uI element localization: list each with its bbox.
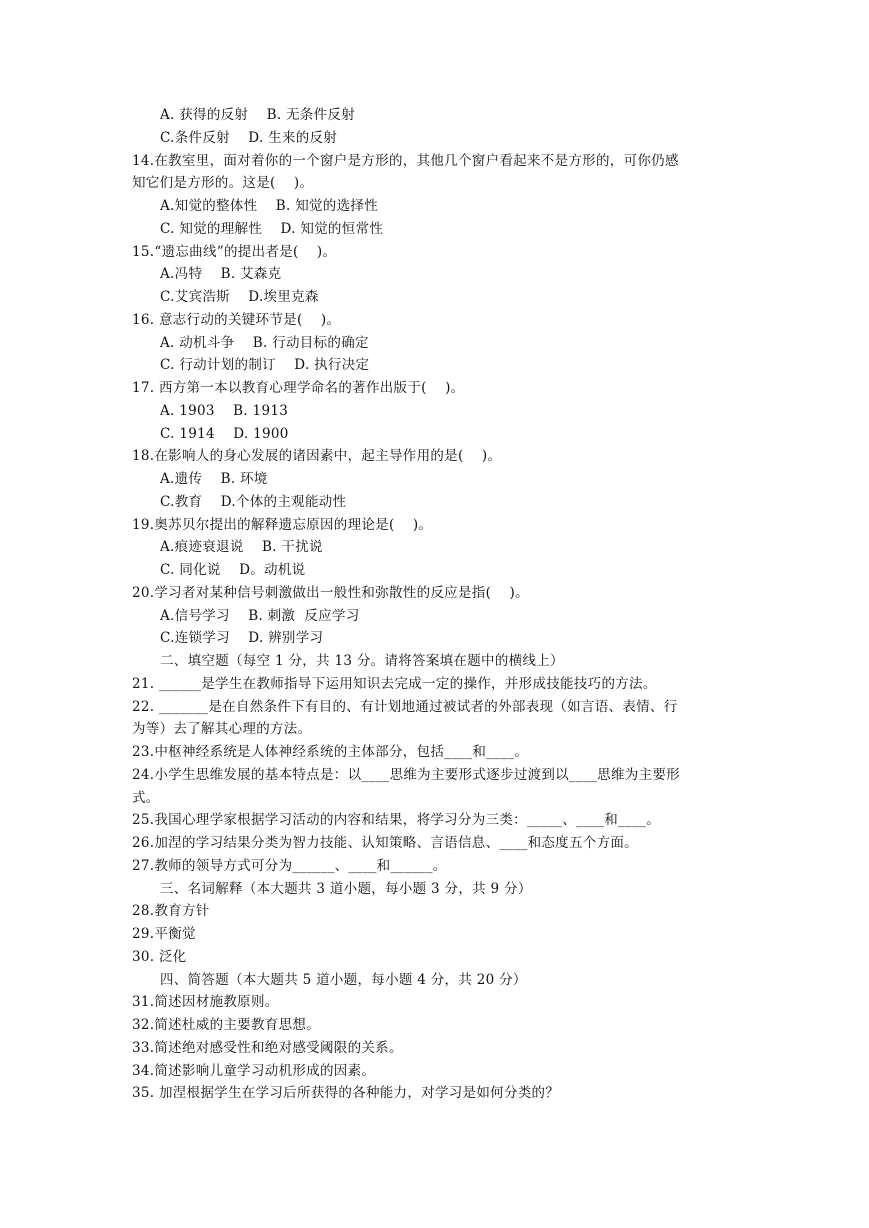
option-line: A.痕迹衰退说 B. 干扰说 (160, 539, 323, 555)
option-line: A.知觉的整体性 B. 知觉的选择性 (160, 198, 379, 214)
option-line: C. 知觉的理解性 D. 知觉的恒常性 (160, 221, 384, 237)
option-line: A. 动机斗争 B. 行动目标的确定 (160, 335, 369, 351)
option-line: C. 同化说 D。动机说 (160, 562, 306, 578)
section-heading: 三、名词解释（本大题共 3 道小题，每小题 3 分，共 9 分） (160, 881, 532, 897)
question-line: 26.加涅的学习结果分类为智力技能、认知策略、言语信息、____和态度五个方面。 (132, 835, 638, 851)
question-line: 21. ______是学生在教师指导下运用知识去完成一定的操作，并形成技能技巧的方法。 (132, 676, 657, 692)
question-line: 15.“遗忘曲线”的提出者是( )。 (132, 244, 337, 260)
question-line: 23.中枢神经系统是人体神经系统的主体部分，包括____和____。 (132, 744, 529, 760)
question-line: 18.在影响人的身心发展的诸因素中，起主导作用的是( )。 (132, 448, 502, 464)
option-line: C.艾宾浩斯 D.埃里克森 (160, 289, 319, 305)
question-line: 35. 加涅根据学生在学习后所获得的各种能力，对学习是如何分类的？ (132, 1085, 560, 1101)
question-line: 19.奥苏贝尔提出的解释遗忘原因的理论是( )。 (132, 517, 433, 533)
question-line: 22. _______是在自然条件下有目的、有计划地通过被试者的外部表现（如言语、表情、行 (132, 699, 678, 715)
option-line: A.信号学习 B. 刺激 反应学习 (160, 608, 360, 624)
option-line: C.条件反射 D. 生来的反射 (160, 130, 338, 146)
question-line: 32.简述杜威的主要教育思想。 (132, 1017, 320, 1033)
question-line: 25.我国心理学家根据学习活动的内容和结果，将学习分为三类：_____、____和____。 (132, 812, 661, 828)
option-line: A.遗传 B. 环境 (160, 471, 268, 487)
question-line: 34.简述影响儿童学习动机形成的因素。 (132, 1063, 376, 1079)
question-line: 31.简述因材施教原则。 (132, 994, 279, 1010)
question-line: 29.平衡觉 (132, 926, 196, 942)
question-line: 14.在教室里，面对着你的一个窗户是方形的，其他几个窗户看起来不是方形的，可你仍感 (132, 153, 679, 169)
question-line: 20.学习者对某种信号刺激做出一般性和弥散性的反应是指( )。 (132, 585, 529, 601)
option-line: A.冯特 B. 艾森克 (160, 266, 282, 282)
question-line: 27.教师的领导方式可分为______、____和______。 (132, 858, 447, 874)
question-line: 17. 西方第一本以教育心理学命名的著作出版于( )。 (132, 380, 465, 396)
option-line: C. 行动计划的制订 D. 执行决定 (160, 357, 370, 373)
question-line: 30. 泛化 (132, 949, 187, 965)
option-line: A. 获得的反射 B. 无条件反射 (160, 107, 355, 123)
question-continuation: 知它们是方形的。这是( )。 (132, 175, 314, 191)
question-line: 24.小学生思维发展的基本特点是：以____思维为主要形式逐步过渡到以____思维为主要形 (132, 767, 680, 783)
question-continuation: 式。 (132, 790, 160, 806)
question-continuation: 为等）去了解其心理的方法。 (132, 721, 312, 737)
section-heading: 二、填空题（每空 1 分，共 13 分。请将答案填在题中的横线上） (160, 653, 564, 669)
option-line: A. 1903 B. 1913 (160, 403, 289, 419)
question-line: 33.简述绝对感受性和绝对感受阈限的关系。 (132, 1040, 403, 1056)
option-line: C.教育 D.个体的主观能动性 (160, 494, 347, 510)
question-line: 28.教育方针 (132, 903, 210, 919)
question-line: 16. 意志行动的关键环节是( )。 (132, 312, 341, 328)
option-line: C. 1914 D. 1900 (160, 426, 289, 442)
option-line: C.连锁学习 D. 辨别学习 (160, 630, 324, 646)
section-heading: 四、简答题（本大题共 5 道小题，每小题 4 分，共 20 分） (160, 972, 527, 988)
